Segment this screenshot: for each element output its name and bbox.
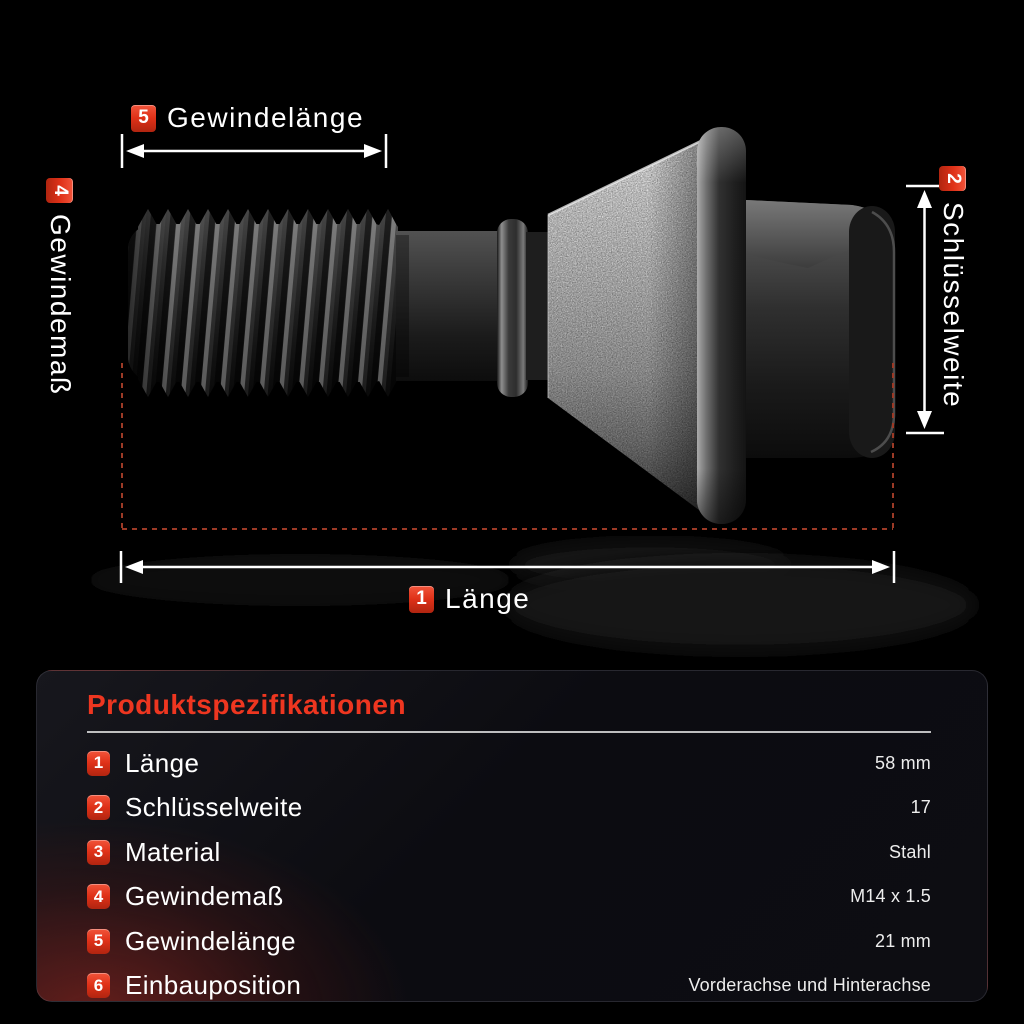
marker-badge-4: 4 [47, 178, 74, 203]
collar-neck [526, 232, 550, 380]
spec-value: 17 [910, 797, 931, 818]
spec-row-material [87, 830, 931, 875]
hex-end-face [849, 206, 895, 458]
spec-row-laenge [87, 741, 931, 786]
flange-washer [697, 127, 746, 524]
spec-value: Vorderachse und Hinterachse [688, 975, 931, 996]
schluesselweite-label [937, 166, 969, 408]
spec-label: Einbauposition [125, 970, 302, 1001]
gewindemass-text: Gewindemaß [45, 214, 76, 396]
product-spec-card [36, 670, 988, 1002]
row-badge-2: 2 [87, 795, 110, 820]
laenge-label [409, 583, 530, 615]
shank-section [396, 231, 502, 381]
row-badge-1: 1 [87, 751, 110, 776]
gewindelaenge-dimension-line [122, 134, 386, 168]
thread-section [126, 207, 400, 399]
gewindemass-label [44, 178, 76, 396]
cone-seat [548, 140, 703, 513]
bolt [126, 127, 895, 524]
spec-label: Schlüsselweite [125, 792, 303, 823]
spec-divider [87, 731, 931, 733]
spec-row-gewindelaenge [87, 919, 931, 964]
spec-label: Gewindemaß [125, 881, 284, 912]
spec-value: Stahl [888, 841, 931, 862]
spec-row-einbauposition [87, 964, 931, 1009]
laenge-text: Länge [445, 583, 531, 614]
row-badge-5: 5 [87, 929, 110, 954]
marker-badge-2: 2 [940, 166, 967, 191]
spec-row-schluesselweite [87, 786, 931, 831]
spec-value: 58 mm [874, 752, 931, 773]
arrowhead-left-icon [126, 144, 144, 158]
spec-label: Material [125, 836, 221, 867]
collar-ring [497, 219, 528, 397]
hex-head [746, 200, 895, 458]
gewindelaenge-text: Gewindelänge [167, 102, 365, 133]
spec-label: Länge [125, 747, 200, 778]
arrowhead-right-icon [364, 144, 382, 158]
schluesselweite-text: Schlüsselweite [938, 202, 969, 409]
spec-value: M14 x 1.5 [850, 886, 931, 907]
spec-label: Gewindelänge [125, 925, 297, 956]
spec-card-title: Produktspezifikationen [87, 689, 407, 720]
row-badge-4: 4 [87, 884, 110, 909]
spec-value: 21 mm [874, 930, 931, 951]
arrowhead-up-icon [917, 190, 932, 208]
row-badge-6: 6 [87, 973, 110, 998]
marker-badge-1: 1 [409, 586, 434, 613]
gewindelaenge-label [131, 102, 364, 134]
arrowhead-down-icon [917, 411, 932, 429]
row-badge-3: 3 [87, 840, 110, 865]
marker-badge-5: 5 [131, 105, 156, 132]
spec-row-gewindemass [87, 875, 931, 920]
